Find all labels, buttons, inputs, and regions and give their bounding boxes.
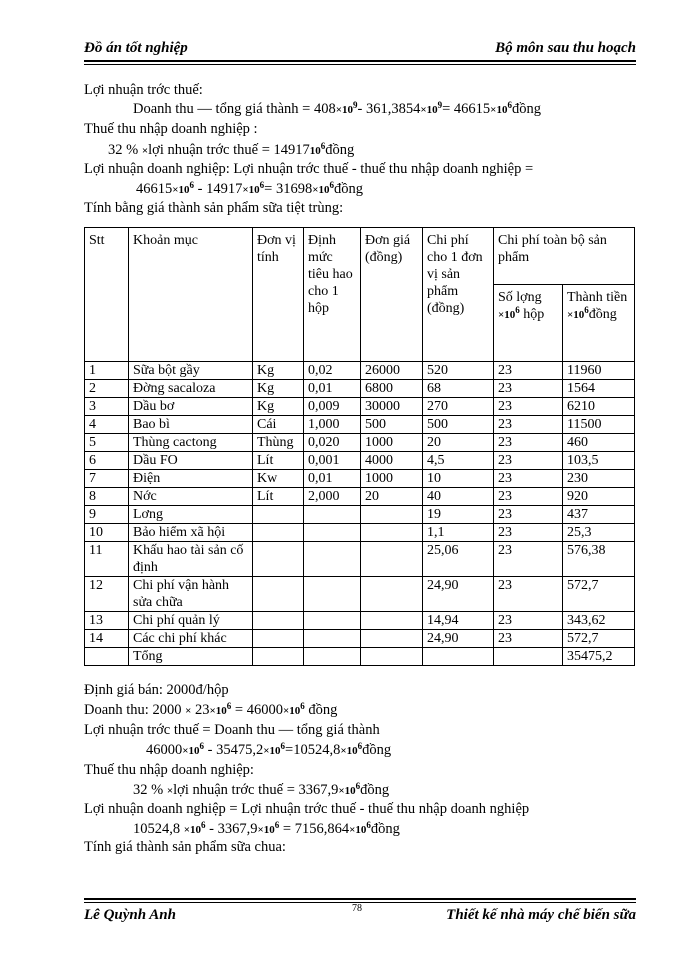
cell-unit: Kg (253, 362, 304, 380)
cell-amount: 572,7 (563, 577, 635, 612)
cell-unit: Lít (253, 452, 304, 470)
cell-unit: Kg (253, 398, 304, 416)
header-left: Đồ án tốt nghiệp (84, 40, 188, 56)
cell-norm: 0,01 (304, 380, 361, 398)
cell-price (361, 542, 423, 577)
cell-amount: 920 (563, 488, 635, 506)
cell-qty: 23 (494, 362, 563, 380)
cell-item: Dầu FO (129, 452, 253, 470)
cell-item: Dầu bơ (129, 398, 253, 416)
cell-norm (304, 612, 361, 630)
cell-unitcost: 270 (423, 398, 494, 416)
s1-line1: Lợi nhuận trớc thuế: (84, 82, 203, 98)
cost-table (84, 227, 635, 666)
s2-line8: $10524,8 \times 10^6 - 3367,9\times 10^6$ = $7156,864\times 10^6đồng$ (133, 820, 400, 837)
cell-amount: 25,3 (563, 524, 635, 542)
cell-price (361, 630, 423, 648)
cell-unit: Kw (253, 470, 304, 488)
cell-qty: 23 (494, 452, 563, 470)
cell-qty: 23 (494, 506, 563, 524)
cell-qty: 23 (494, 630, 563, 648)
cell-price: 26000 (361, 362, 423, 380)
cell-item: Bao bì (129, 416, 253, 434)
cell-unitcost: 520 (423, 362, 494, 380)
table-row (85, 362, 635, 380)
cell-norm: 0,009 (304, 398, 361, 416)
table-row (85, 398, 635, 416)
cell-price: 500 (361, 416, 423, 434)
cell-item: Khấu hao tài sản cố định (129, 542, 253, 577)
page-footer (84, 898, 636, 923)
cell-price: 20 (361, 488, 423, 506)
table-row (85, 380, 635, 398)
cell-norm: 2,000 (304, 488, 361, 506)
cell-norm: 0,020 (304, 434, 361, 452)
cell-unitcost: 40 (423, 488, 494, 506)
cell-amount: 437 (563, 506, 635, 524)
table-row (85, 434, 635, 452)
cell-unit (253, 524, 304, 542)
cell-qty: 23 (494, 434, 563, 452)
cell-unit (253, 612, 304, 630)
table-row (85, 452, 635, 470)
cell-item: Bảo hiểm xã hội (129, 524, 253, 542)
table-row (85, 524, 635, 542)
cell-amount: 11500 (563, 416, 635, 434)
s2-line1: Định giá bán: 2000đ/hộp (84, 682, 229, 698)
cell-unitcost: 4,5 (423, 452, 494, 470)
cell-unitcost: 20 (423, 434, 494, 452)
cell-stt: 1 (85, 362, 129, 380)
cell-qty: 23 (494, 398, 563, 416)
cell-price (361, 524, 423, 542)
cell-amount: 576,38 (563, 542, 635, 577)
cell-unit: Kg (253, 380, 304, 398)
cell-unitcost: 19 (423, 506, 494, 524)
cell-item: Thùng cactong (129, 434, 253, 452)
cell-unit (253, 577, 304, 612)
cell-item: Đờng sacaloza (129, 380, 253, 398)
cell-price (361, 577, 423, 612)
footer-author: Lê Quỳnh Anh (84, 907, 176, 923)
cell-qty: 23 (494, 488, 563, 506)
cell-qty: 23 (494, 380, 563, 398)
total-value: 35475,2 (563, 648, 635, 666)
footer-title: Thiết kế nhà máy chế biến sữa (446, 907, 636, 923)
col-header-qty: Số lợng $\times 10^6$ hộp (494, 285, 563, 362)
cell-norm (304, 524, 361, 542)
table-row (85, 506, 635, 524)
col-header-amount: Thành tiền $\times 10^6đồng$ (563, 285, 635, 362)
cell-qty: 23 (494, 416, 563, 434)
col-header-unitcost: Chi phí cho 1 đơn vị sản phẩm (đồng) (423, 228, 494, 362)
cell-qty: 23 (494, 577, 563, 612)
cell-unitcost: 25,06 (423, 542, 494, 577)
col-header-stt: Stt (85, 228, 129, 362)
table-row (85, 470, 635, 488)
table-row (85, 630, 635, 648)
cell-stt: 4 (85, 416, 129, 434)
cell-norm: 0,001 (304, 452, 361, 470)
cell-unitcost: 10 (423, 470, 494, 488)
page-number: 78 (352, 903, 362, 914)
cell-qty: 23 (494, 612, 563, 630)
cell-unitcost: 24,90 (423, 577, 494, 612)
cell-item: Lơng (129, 506, 253, 524)
table-row (85, 416, 635, 434)
cell-unitcost: 24,90 (423, 630, 494, 648)
cell-amount: 343,62 (563, 612, 635, 630)
page-header (84, 40, 636, 62)
cell-norm: 1,000 (304, 416, 361, 434)
s2-line2: Doanh thu: $2000 \times 23\times 10^6 = 46000\times 10^6$ đồng (84, 701, 338, 718)
col-header-unit: Đơn vị tính (253, 228, 304, 362)
header-right: Bộ môn sau thu hoạch (495, 40, 636, 56)
s1-line3: Thuế thu nhập doanh nghiệp : (84, 121, 258, 137)
cell-unit: Thùng (253, 434, 304, 452)
cell-price (361, 506, 423, 524)
cell-norm (304, 577, 361, 612)
cell-unit (253, 542, 304, 577)
cell-norm (304, 506, 361, 524)
total-row (85, 648, 635, 666)
cell-stt: 14 (85, 630, 129, 648)
cell-price (361, 612, 423, 630)
s1-line6: $46615\times 10^6 - 14917\times 10^6=$ $31698\times 10^6đồng$ (136, 180, 363, 197)
cell-norm: 0,02 (304, 362, 361, 380)
cell-price: 6800 (361, 380, 423, 398)
cell-item: Sữa bột gầy (129, 362, 253, 380)
cell-price: 1000 (361, 470, 423, 488)
cell-stt: 12 (85, 577, 129, 612)
cell-amount: 6210 (563, 398, 635, 416)
cell-amount: 572,7 (563, 630, 635, 648)
s1-line4: 32 % ×lợi nhuận trớc thuế = $1491710^6đồng$ (108, 141, 355, 158)
cell-price: 30000 (361, 398, 423, 416)
cell-unit: Cái (253, 416, 304, 434)
cell-stt: 9 (85, 506, 129, 524)
cell-stt: 7 (85, 470, 129, 488)
cell-qty: 23 (494, 524, 563, 542)
cell-qty: 23 (494, 470, 563, 488)
table-row (85, 612, 635, 630)
cell-amount: 103,5 (563, 452, 635, 470)
cell-unitcost: 68 (423, 380, 494, 398)
cell-unitcost: 14,94 (423, 612, 494, 630)
table-row (85, 488, 635, 506)
cell-unit: Lít (253, 488, 304, 506)
col-header-item: Khoản mục (129, 228, 253, 362)
col-header-norm: Định mức tiêu hao cho 1 hộp (304, 228, 361, 362)
cell-unitcost: 500 (423, 416, 494, 434)
s2-line5: Thuế thu nhập doanh nghiệp: (84, 762, 254, 778)
cell-qty: 23 (494, 542, 563, 577)
cell-price: 1000 (361, 434, 423, 452)
col-header-total: Chi phí toàn bộ sản phẩm (494, 228, 635, 285)
s1-line5: Lợi nhuận doanh nghiệp: Lợi nhuận trớc thuế - thuế thu nhập doanh nghiệp = (84, 161, 534, 177)
cell-amount: 230 (563, 470, 635, 488)
cell-norm (304, 542, 361, 577)
table-row (85, 577, 635, 612)
cell-item: Nớc (129, 488, 253, 506)
cell-stt: 5 (85, 434, 129, 452)
cell-stt: 6 (85, 452, 129, 470)
cell-stt: 2 (85, 380, 129, 398)
cell-unitcost: 1,1 (423, 524, 494, 542)
cell-price: 4000 (361, 452, 423, 470)
cell-amount: 11960 (563, 362, 635, 380)
cell-item: Các chi phí khác (129, 630, 253, 648)
total-label: Tổng (129, 648, 253, 666)
cell-amount: 1564 (563, 380, 635, 398)
s2-line9: Tính giá thành sản phẩm sữa chua: (84, 839, 286, 855)
col-header-price: Đơn giá (đồng) (361, 228, 423, 362)
cell-norm: 0,01 (304, 470, 361, 488)
cell-item: Chi phí vận hành sửa chữa (129, 577, 253, 612)
cell-amount: 460 (563, 434, 635, 452)
cell-stt: 13 (85, 612, 129, 630)
s1-line7: Tính bằng giá thành sản phẩm sữa tiệt trùng: (84, 200, 344, 216)
cell-unit (253, 506, 304, 524)
cell-unit (253, 630, 304, 648)
cell-item: Điện (129, 470, 253, 488)
s2-line3: Lợi nhuận trớc thuế = Doanh thu — tổng giá thành (84, 722, 380, 738)
s1-line2: Doanh thu — tổng giá thành = $408\times 10^9-$ $361,3854\times 10^9=$ $46615\times 10^6đồng$ (133, 100, 541, 117)
cell-stt: 3 (85, 398, 129, 416)
table-row (85, 542, 635, 577)
s2-line4: $46000\times 10^6$ - $35475,2\times 10^6=10524,8\times 10^6đồng$ (146, 741, 392, 758)
cell-stt: 11 (85, 542, 129, 577)
s2-line6: 32 % ×lợi nhuận trớc thuế = $3367,9\times 10^6đồng$ (133, 781, 390, 798)
cell-stt: 10 (85, 524, 129, 542)
cell-norm (304, 630, 361, 648)
cell-stt: 8 (85, 488, 129, 506)
s2-line7: Lợi nhuận doanh nghiệp = Lợi nhuận trớc thuế - thuế thu nhập doanh nghiệp (84, 801, 530, 817)
cell-item: Chi phí quản lý (129, 612, 253, 630)
